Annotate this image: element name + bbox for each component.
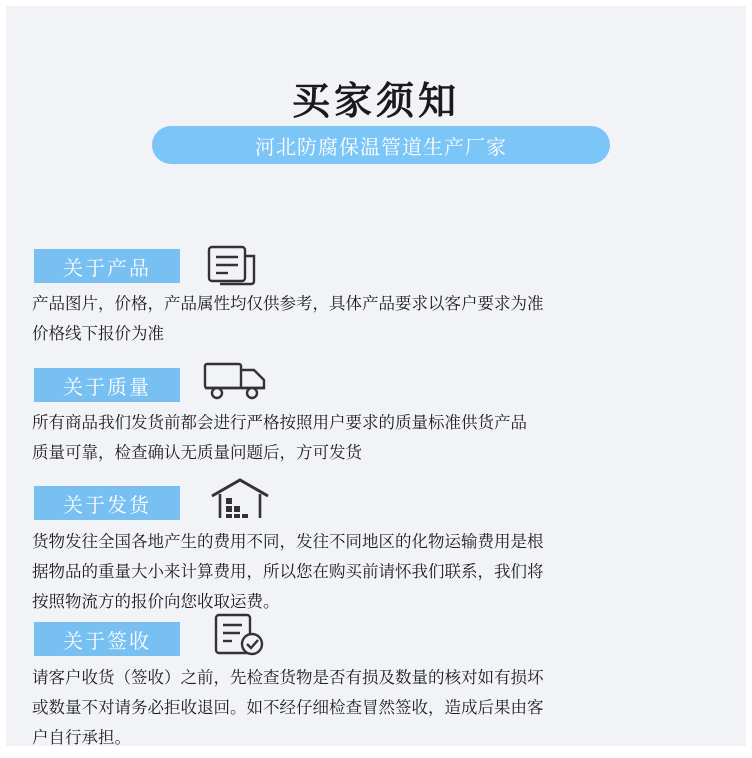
section-tag-shipping: 关于发货 (34, 486, 180, 520)
section-tag-signing: 关于签收 (34, 622, 180, 656)
subtitle-banner: 河北防腐保温管道生产厂家 (152, 126, 610, 164)
notice-page (6, 6, 746, 746)
warehouse-icon (208, 476, 272, 522)
section-tag-quality: 关于质量 (34, 368, 180, 402)
truck-icon (202, 358, 270, 402)
section-text-quality: 所有商品我们发货前都会进行严格按照用户要求的质量标准供货产品 质量可靠，检查确认无质量问题后，方可发货 (32, 413, 527, 462)
page-title: 买家须知 (291, 79, 460, 123)
section-text-shipping: 货物发往全国各地产生的费用不同，发往不同地区的化物运输费用是根 据物品的重量大小来计算费用，所以您在购买前请怀我们联系，我们将 按照物流方的报价向您收取运费。 (32, 532, 544, 611)
section-text-signing: 请客户收货（签收）之前，先检查货物是否有损及数量的核对如有损坏 或数量不对请务必拒收退回。如不经仔细检查冒然签收，造成后果由客 户自行承担。 (32, 668, 544, 747)
section-text-product: 产品图片，价格，产品属性均仅供参考，具体产品要求以客户要求为准 价格线下报价为准 (32, 294, 544, 343)
document-icon (206, 244, 258, 286)
checked-document-icon (210, 612, 270, 658)
section-tag-product: 关于产品 (34, 249, 180, 283)
